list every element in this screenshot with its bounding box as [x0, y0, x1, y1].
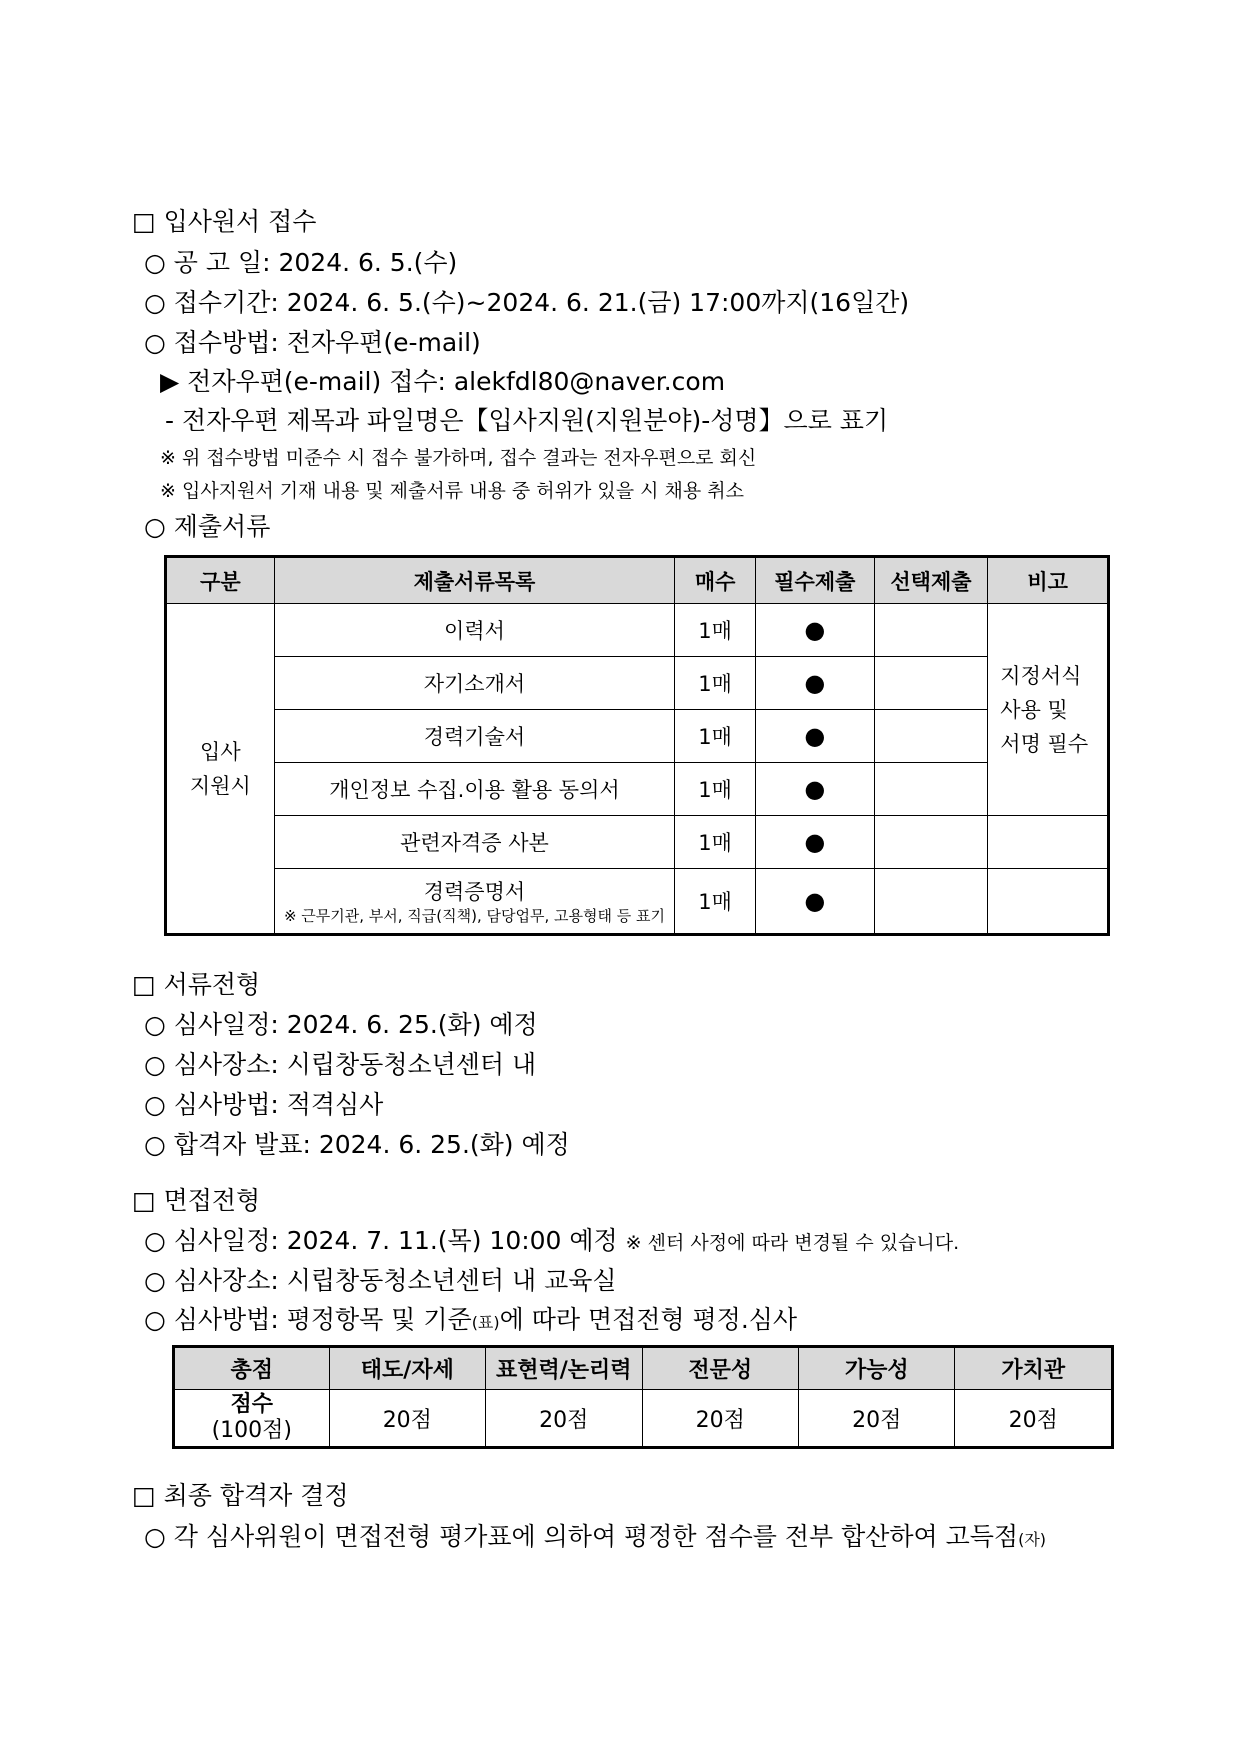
table-row	[166, 710, 1109, 763]
score-label: 점수	[230, 1392, 274, 1417]
docs-heading: ○ 제출서류	[144, 512, 271, 541]
score-table	[172, 1345, 1114, 1449]
score-value: 20점	[799, 1390, 955, 1448]
interview-date-text: ○ 심사일정: 2024. 7. 11.(목) 10:00 예정	[144, 1226, 618, 1255]
remarks-empty	[988, 869, 1109, 935]
interview-method	[144, 1300, 797, 1336]
table-header-row	[174, 1347, 1113, 1390]
interview-date	[144, 1221, 959, 1257]
remarks-line1: 지정서식	[1000, 663, 1082, 688]
category-cell	[166, 604, 275, 935]
screening-date: ○ 심사일정: 2024. 6. 25.(화) 예정	[144, 1010, 538, 1039]
table-row	[166, 604, 1109, 657]
interview-method-c: 에 따라 면접전형 평정.심사	[499, 1305, 798, 1334]
section-title-application: □ 입사원서 접수	[132, 207, 317, 236]
table-row	[174, 1390, 1113, 1448]
doc-count: 1매	[675, 869, 756, 935]
final-decision-a: ○ 각 심사위원이 면접전형 평가표에 의하여 평정한 점수를 전부 합산하여 고득점	[144, 1522, 1019, 1551]
note-method: ※ 위 접수방법 미준수 시 접수 불가하며, 접수 결과는 전자우편으로 회신	[160, 447, 757, 469]
doc-count: 1매	[675, 604, 756, 657]
table-row	[166, 763, 1109, 816]
doc-sub-note: ※ 근무기관, 부서, 직급(직책), 담당업무, 고용형태 등 표기	[283, 907, 665, 925]
score-value: 20점	[642, 1390, 798, 1448]
required-mark: ●	[756, 604, 875, 657]
table-header-row	[166, 557, 1109, 604]
remarks-line2: 사용 및	[1000, 697, 1068, 722]
optional-mark	[874, 604, 988, 657]
section-title-screening: □ 서류전형	[132, 970, 261, 999]
documents-table	[164, 555, 1110, 936]
header-expertise: 전문성	[642, 1347, 798, 1390]
required-mark: ●	[756, 763, 875, 816]
announce-date: ○ 공 고 일: 2024. 6. 5.(수)	[144, 248, 458, 277]
header-total: 총점	[174, 1347, 330, 1390]
score-value: 20점	[329, 1390, 485, 1448]
optional-mark	[874, 763, 988, 816]
doc-count: 1매	[675, 657, 756, 710]
final-decision-text	[144, 1517, 1046, 1553]
screening-place: ○ 심사장소: 시립창동청소년센터 내	[144, 1050, 537, 1079]
table-row	[166, 816, 1109, 869]
interview-place: ○ 심사장소: 시립창동청소년센터 내 교육실	[144, 1266, 617, 1295]
score-label-cell	[174, 1390, 330, 1448]
optional-mark	[874, 869, 988, 935]
application-method: ○ 접수방법: 전자우편(e-mail)	[144, 328, 481, 357]
doc-name: 관련자격증 사본	[274, 816, 675, 869]
remarks-cell	[988, 604, 1109, 816]
header-optional: 선택제출	[874, 557, 988, 604]
interview-method-b: (표)	[471, 1313, 500, 1332]
interview-method-a: ○ 심사방법: 평정항목 및 기준	[144, 1305, 472, 1334]
optional-mark	[874, 816, 988, 869]
optional-mark	[874, 710, 988, 763]
header-potential: 가능성	[799, 1347, 955, 1390]
email-address-line: ▶ 전자우편(e-mail) 접수: alekfdl80@naver.com	[160, 367, 726, 396]
header-count: 매수	[675, 557, 756, 604]
doc-name: 경력증명서	[423, 880, 526, 904]
header-category: 구분	[166, 557, 275, 604]
doc-name-cell	[274, 869, 675, 935]
section-title-interview: □ 면접전형	[132, 1186, 261, 1215]
header-remarks: 비고	[988, 557, 1109, 604]
table-row	[166, 869, 1109, 935]
score-label-sub: (100점)	[211, 1418, 292, 1443]
doc-name: 경력기술서	[274, 710, 675, 763]
required-mark: ●	[756, 869, 875, 935]
category-line2: 지원시	[189, 773, 251, 798]
category-line1: 입사	[200, 739, 241, 764]
screening-method: ○ 심사방법: 적격심사	[144, 1090, 384, 1119]
final-decision-b: (자)	[1018, 1530, 1047, 1549]
table-row	[166, 657, 1109, 710]
score-value: 20점	[955, 1390, 1113, 1448]
required-mark: ●	[756, 816, 875, 869]
doc-count: 1매	[675, 763, 756, 816]
section-title-final: □ 최종 합격자 결정	[132, 1481, 349, 1510]
header-required: 필수제출	[756, 557, 875, 604]
note-false-info: ※ 입사지원서 기재 내용 및 제출서류 내용 중 허위가 있을 시 채용 취소	[160, 480, 744, 502]
application-period: ○ 접수기간: 2024. 6. 5.(수)~2024. 6. 21.(금) 17:00까지(16일간)	[144, 288, 910, 317]
header-attitude: 태도/자세	[329, 1347, 485, 1390]
optional-mark	[874, 657, 988, 710]
required-mark: ●	[756, 710, 875, 763]
doc-count: 1매	[675, 816, 756, 869]
header-values: 가치관	[955, 1347, 1113, 1390]
doc-name: 자기소개서	[274, 657, 675, 710]
header-doc-list: 제출서류목록	[274, 557, 675, 604]
email-subject-rule: - 전자우편 제목과 파일명은【입사지원(지원분야)-성명】으로 표기	[165, 406, 889, 435]
doc-name: 이력서	[274, 604, 675, 657]
screening-announce: ○ 합격자 발표: 2024. 6. 25.(화) 예정	[144, 1130, 570, 1159]
required-mark: ●	[756, 657, 875, 710]
remarks-line3: 서명 필수	[1000, 731, 1089, 756]
score-value: 20점	[486, 1390, 642, 1448]
remarks-empty	[988, 816, 1109, 869]
doc-name: 개인정보 수집.이용 활용 동의서	[274, 763, 675, 816]
doc-count: 1매	[675, 710, 756, 763]
interview-date-note: ※ 센터 사정에 따라 변경될 수 있습니다.	[625, 1232, 960, 1254]
header-expression: 표현력/논리력	[486, 1347, 642, 1390]
